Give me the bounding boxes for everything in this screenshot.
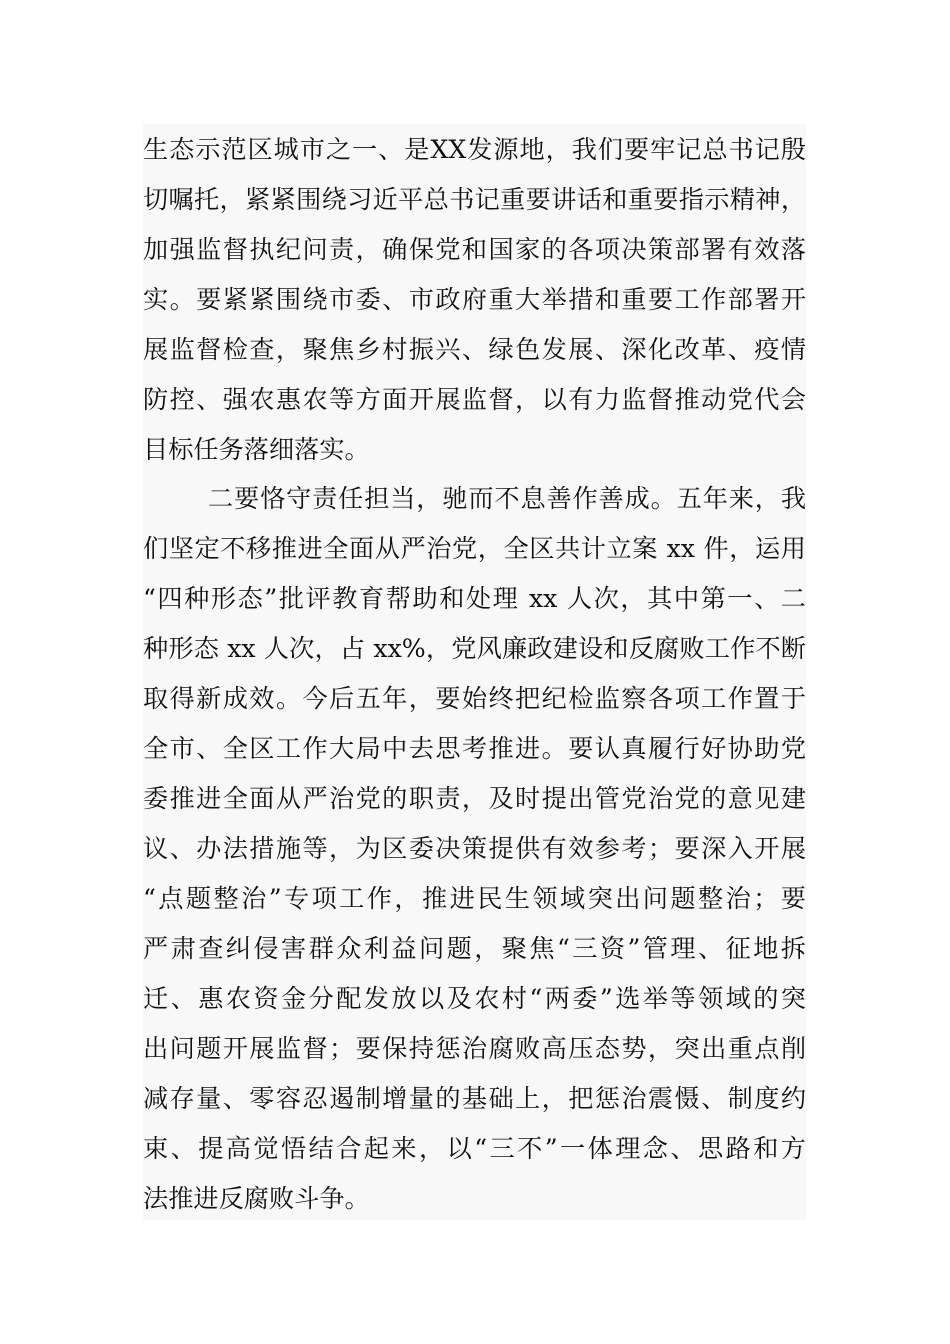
paragraph-line: 二要恪守责任担当，驰而不息善作善成。五年来，我 — [208, 484, 806, 513]
paragraph-line: 实。要紧紧围绕市委、市政府重大举措和重要工作部署开 — [143, 285, 806, 314]
paragraph-line: 种形态 xx 人次，占 xx%，党风廉政建设和反腐败工作不断 — [143, 634, 806, 663]
paragraph-line: “点题整治”专项工作，推进民生领域突出问题整治；要 — [143, 884, 806, 913]
document-body — [143, 124, 806, 1220]
paragraph-line: “四种形态”批评教育帮助和处理 xx 人次，其中第一、二 — [143, 584, 806, 613]
paragraph-line: 法推进反腐败斗争。 — [143, 1184, 370, 1213]
paragraph-line: 全市、全区工作大局中去思考推进。要认真履行好协助党 — [143, 734, 806, 763]
paragraph-line: 切嘱托，紧紧围绕习近平总书记重要讲话和重要指示精神， — [143, 185, 806, 214]
paragraph-line: 出问题开展监督；要保持惩治腐败高压态势，突出重点削 — [143, 1034, 806, 1063]
paragraph-line: 迁、惠农资金分配发放以及农村“两委”选举等领域的突 — [143, 984, 806, 1013]
paragraph-line: 减存量、零容忍遏制增量的基础上，把惩治震慑、制度约 — [143, 1084, 806, 1113]
paragraph-line: 目标任务落细落实。 — [143, 435, 370, 464]
paragraph-line: 展监督检查，聚焦乡村振兴、绿色发展、深化改革、疫情 — [143, 335, 806, 364]
paragraph-line: 生态示范区城市之一、是XX发源地，我们要牢记总书记殷 — [143, 135, 806, 164]
paragraph-line: 委推进全面从严治党的职责，及时提出管党治党的意见建 — [143, 784, 806, 813]
paragraph-line: 严肃查纠侵害群众利益问题，聚焦“三资”管理、征地拆 — [143, 934, 806, 963]
paragraph-line: 加强监督执纪问责，确保党和国家的各项决策部署有效落 — [143, 235, 806, 264]
paragraph-line: 取得新成效。今后五年，要始终把纪检监察各项工作置于 — [143, 684, 806, 713]
paragraph-line: 议、办法措施等，为区委决策提供有效参考；要深入开展 — [143, 834, 806, 863]
paragraph-line: 防控、强农惠农等方面开展监督，以有力监督推动党代会 — [143, 385, 806, 414]
paragraph-line: 们坚定不移推进全面从严治党，全区共计立案 xx 件，运用 — [143, 534, 806, 563]
paragraph-line: 束、提高觉悟结合起来，以“三不”一体理念、思路和方 — [143, 1134, 806, 1163]
